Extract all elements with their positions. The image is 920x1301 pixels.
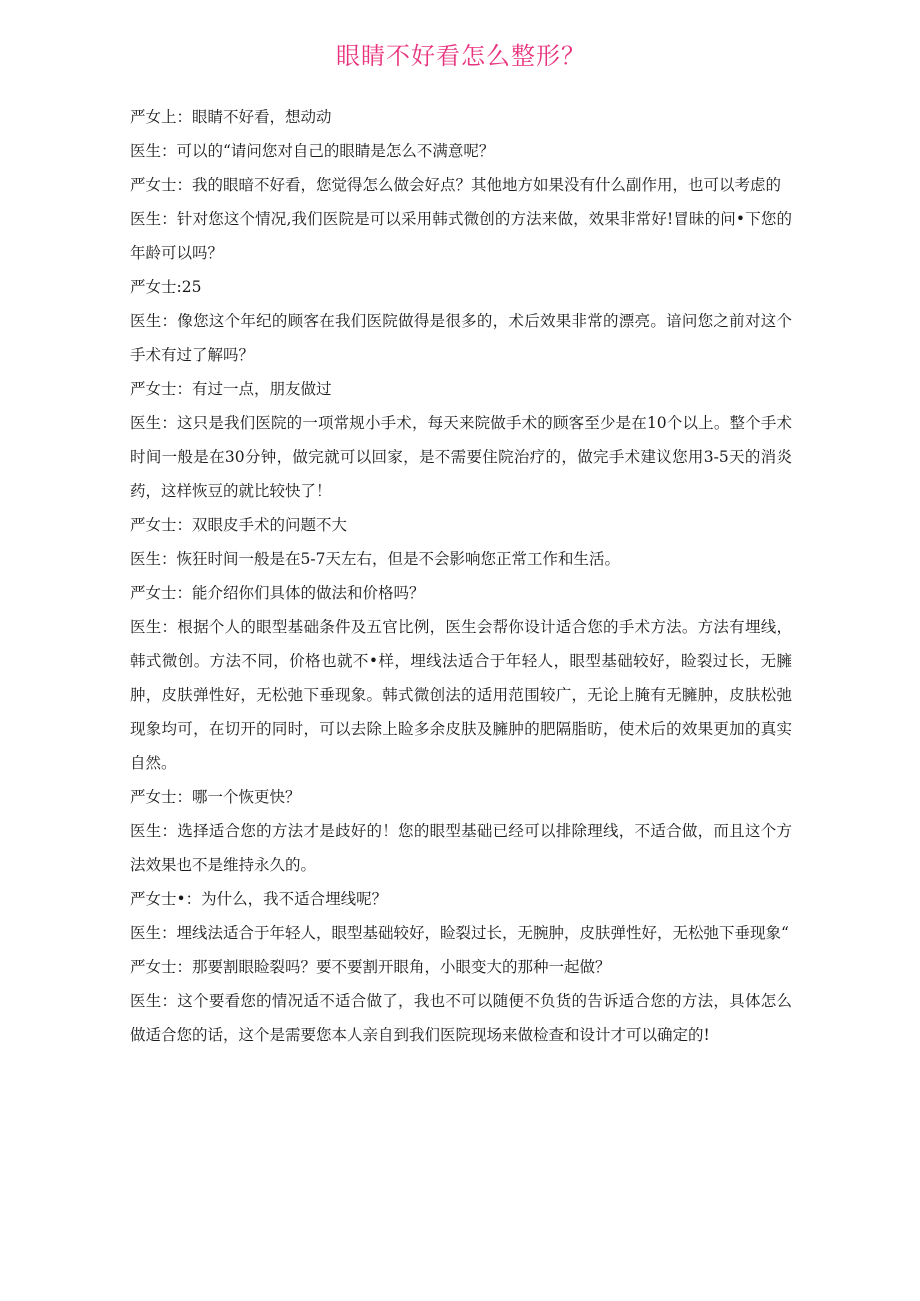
- dialogue-line: 严女士：我的眼暗不好看，您觉得怎么做会好点？其他地方如果没有什么副作用，也可以考虑的: [130, 176, 782, 194]
- document-title: 眼睛不好看怎么整形？: [336, 42, 586, 70]
- dialogue-line: 医生：这只是我们医院的一项常规小手术，每天来院做手术的顾客至少是在10个以上。整个手术时间一般是在30分钟，做完就可以回家，是不需要住院治疗的，做完手术建议您用3-5天的消炎药，这样恢豆的就比较快了！: [130, 414, 792, 500]
- dialogue-line: 医生：埋线法适合于年轻人，眼型基础较好，睑裂过长，无腕肿，皮肤弹性好，无松弛下垂现象“: [130, 924, 789, 942]
- dialogue-line: 严女士：哪一个恢更快？: [130, 788, 301, 806]
- dialogue-line: 医生：根据个人的眼型基础条件及五官比例，医生会帮你设计适合您的手术方法。方法有埋线，韩式微创。方法不同，价格也就不•样，埋线法适合于年轻人，眼型基础较好，睑裂过长，无臃肿，皮肤弹性好，无松弛下垂现象。韩式微创法的适用范围较广，无论上腌有无臃肿，皮肤松弛现象均可，在切开的同时，可以去除上睑多余皮肤及臃肿的肥隔脂昉，使术后的效果更加的真实自然。: [130, 618, 792, 772]
- dialogue-line: 严女士•：为什么，我不适合埋线呢？: [130, 890, 388, 908]
- dialogue-line: 严女士:25: [130, 278, 202, 296]
- dialogue-line: 严女上：眼睛不好看，想动动: [130, 108, 332, 126]
- dialogue-line: 医生：选择适合您的方法才是歧好的！您的眼型基础已经可以排除理线，不适合做，而且这个方法效果也不是维持永久的。: [130, 822, 792, 874]
- dialogue-line: 严女士：那要割眼睑裂吗？要不要割开眼角，小眼变大的那种一起做？: [130, 958, 611, 976]
- dialogue-line: 医生：这个要看您的情况适不适合做了，我也不可以随便不负货的告诉适合您的方法，具体怎么做适合您的话，这个是需要您本人亲自到我们医院现场来做检查和设计才可以确定的!: [130, 992, 792, 1044]
- dialogue-line: 医生：像您这个年纪的顾客在我们医院做得是很多的，术后效果非常的漂亮。谙问您之前对这个手术有过了解吗？: [130, 312, 792, 364]
- dialogue-line: 严女士：能介绍你们具体的做法和价格吗？: [130, 584, 425, 602]
- dialogue-line: 医生：恢狂时间一般是在5-7天左右，但是不会影响您正常工作和生活。: [130, 550, 620, 568]
- dialogue-line: 医生：可以的“请问您对自己的眼睛是怎么不满意呢？: [130, 142, 495, 160]
- dialogue-line: 医生：针对您这个情况,我们医院是可以采用韩式微创的方法来做，效果非常好!冒昧的问•下您的年龄可以吗？: [130, 210, 792, 262]
- dialogue-line: 严女士：双眼皮手术的问题不大: [130, 516, 348, 534]
- dialogue-line: 严女士：有过一点，朋友做过: [130, 380, 332, 398]
- dialogue-body: [130, 100, 792, 1052]
